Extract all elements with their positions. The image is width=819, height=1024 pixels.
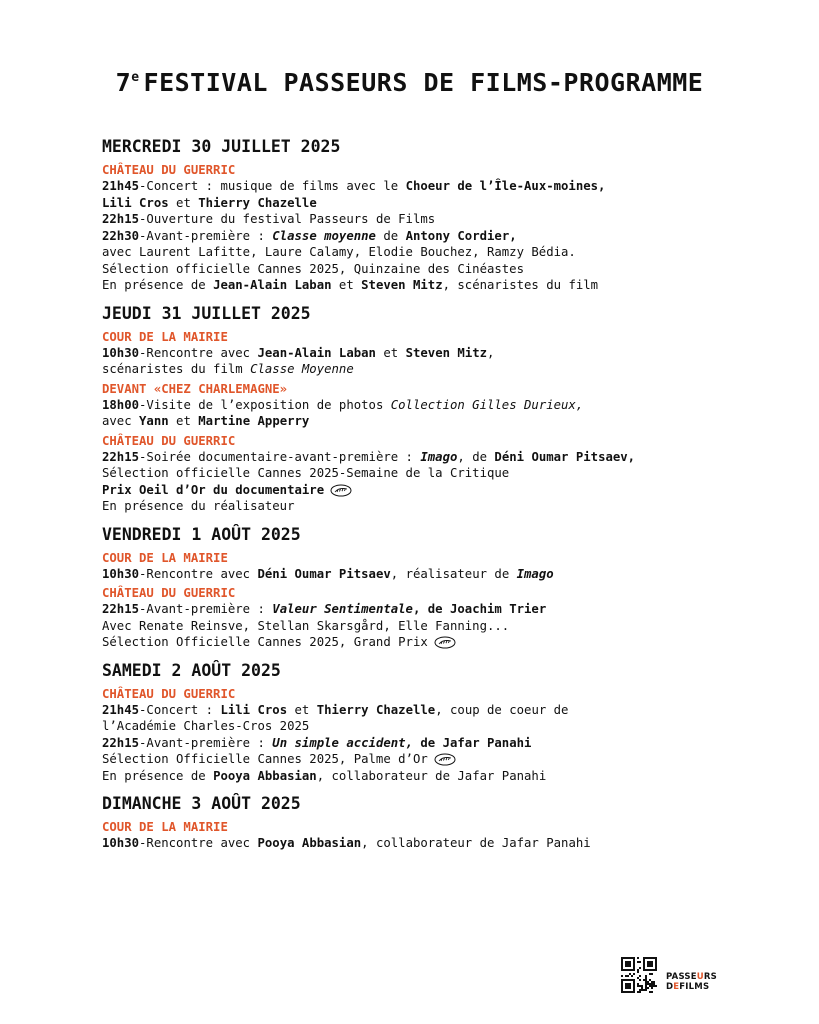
text-segment: Sélection Officielle Cannes 2025, Palme d’Or xyxy=(102,752,428,766)
event-line xyxy=(102,413,802,430)
text-segment: Imago xyxy=(420,449,458,464)
text-segment: Prix Oeil d’Or du documentaire xyxy=(102,482,325,497)
text-segment: Imago xyxy=(516,566,554,581)
venue-label: CHÂTEAU DU GUERRIC xyxy=(102,433,236,448)
event-line xyxy=(102,718,802,735)
day-title: JEUDI 31 JUILLET 2025 xyxy=(102,303,311,323)
text-segment: 21h45 xyxy=(102,179,140,193)
text-segment: -Avant-première : xyxy=(139,735,273,750)
day-title: DIMANCHE 3 AOÛT 2025 xyxy=(102,794,301,813)
venue-label: COUR DE LA MAIRIE xyxy=(102,820,228,834)
text-segment: -Avant-première : xyxy=(139,602,273,616)
text-segment: Déni Oumar Pitsaev, xyxy=(494,449,636,464)
venue-label: CHÂTEAU DU GUERRIC xyxy=(102,163,236,177)
text-segment: Classe Moyenne xyxy=(250,362,354,376)
edition-superscript: e xyxy=(131,70,140,85)
text-segment: 21h45 xyxy=(102,702,140,717)
palme-icon xyxy=(434,636,456,649)
text-segment: Un simple accident, xyxy=(272,735,413,750)
event-line xyxy=(102,277,802,294)
event-line xyxy=(102,768,802,785)
event-line xyxy=(102,702,802,719)
text-segment: , de xyxy=(457,449,495,464)
text-segment: Classe moyenne xyxy=(272,228,376,243)
text-segment: Déni Oumar Pitsaev xyxy=(257,566,391,581)
event-line xyxy=(102,482,802,499)
text-segment: , réalisateur de xyxy=(390,566,517,581)
text-segment: Steven Mitz xyxy=(361,278,443,292)
page-title xyxy=(0,68,819,97)
text-segment: En présence du réalisateur xyxy=(102,499,295,513)
text-segment: Valeur Sentimentale xyxy=(272,602,413,616)
text-segment: 22h15 xyxy=(102,735,140,750)
passeurs-de-films-logo xyxy=(666,972,730,992)
text-segment: Thierry Chazelle xyxy=(198,195,317,210)
text-segment: -Concert : xyxy=(139,702,221,717)
text-segment: -Rencontre avec xyxy=(139,836,258,850)
event-line xyxy=(102,566,802,583)
event-line xyxy=(102,751,802,768)
text-segment: , de Joachim Trier xyxy=(412,602,547,616)
text-segment: Pooya Abbasian xyxy=(257,836,362,850)
text-segment: Jean-Alain Laban xyxy=(213,278,332,292)
qr-code-icon xyxy=(621,957,657,993)
text-segment: -Ouverture du festival Passeurs de Films xyxy=(139,212,436,226)
day-title: VENDREDI 1 AOÛT 2025 xyxy=(102,524,301,544)
text-segment: de Jafar Panahi xyxy=(412,735,532,750)
event-line xyxy=(102,618,802,635)
text-segment: avec xyxy=(102,414,140,428)
program-list xyxy=(102,136,802,861)
day-section xyxy=(102,303,802,515)
text-segment: 10h30 xyxy=(102,566,140,581)
text-segment: Martine Apperry xyxy=(198,414,310,428)
text-segment: , xyxy=(487,345,495,360)
event-line xyxy=(102,261,802,278)
text-segment: Jean-Alain Laban xyxy=(257,345,376,360)
venue-label: COUR DE LA MAIRIE xyxy=(102,550,228,565)
event-line xyxy=(102,498,802,515)
event-line xyxy=(102,361,802,378)
text-segment: 22h15 xyxy=(102,449,140,464)
palme-icon xyxy=(330,484,352,497)
venue-label: DEVANT «CHEZ CHARLEMAGNE» xyxy=(102,381,288,396)
text-segment: -Rencontre avec xyxy=(139,345,258,360)
text-segment: 10h30 xyxy=(102,836,140,850)
event-line xyxy=(102,397,802,414)
text-segment: Antony Cordier, xyxy=(405,228,517,243)
logo-line-2: DEFILMS xyxy=(666,982,710,992)
text-segment: scénaristes du film xyxy=(102,362,251,376)
text-segment: et xyxy=(168,195,199,210)
text-segment: , collaborateur de Jafar Panahi xyxy=(361,836,591,850)
event-line xyxy=(102,449,802,466)
day-section xyxy=(102,793,802,852)
text-segment: En présence de xyxy=(102,278,214,292)
event-line xyxy=(102,835,802,852)
venue-label: CHÂTEAU DU GUERRIC xyxy=(102,686,236,701)
text-segment: Lili Cros xyxy=(220,702,288,717)
text-segment: Pooya Abbasian xyxy=(213,768,317,783)
text-segment: -Rencontre avec xyxy=(139,566,258,581)
text-segment: Yann xyxy=(139,414,169,428)
text-segment: , scénaristes du film xyxy=(442,278,599,292)
text-segment: et xyxy=(375,345,406,360)
event-line xyxy=(102,244,802,261)
text-segment: Avec Renate Reinsve, Stellan Skarsgård, Elle Fanning... xyxy=(102,618,510,633)
text-segment: Sélection officielle Cannes 2025, Quinzaine des Cinéastes xyxy=(102,261,524,276)
day-title: SAMEDI 2 AOÛT 2025 xyxy=(102,660,281,680)
event-line xyxy=(102,178,802,195)
text-segment: avec Laurent Lafitte, Laure Calamy, Elodie Bouchez, Ramzy Bédia. xyxy=(102,245,576,259)
text-segment: Steven Mitz xyxy=(405,345,488,360)
event-line xyxy=(102,601,802,618)
day-section xyxy=(102,136,802,294)
text-segment: Lili Cros xyxy=(102,195,169,210)
event-line xyxy=(102,195,802,212)
text-segment: En présence de xyxy=(102,768,214,783)
text-segment: et xyxy=(287,702,317,717)
text-segment: Choeur de l’Île-Aux-moines, xyxy=(405,179,606,193)
venue-label: CHÂTEAU DU GUERRIC xyxy=(102,586,236,600)
text-segment: Thierry Chazelle xyxy=(316,702,436,717)
text-segment: 22h15 xyxy=(102,212,140,226)
day-section xyxy=(102,660,802,785)
text-segment: et xyxy=(168,414,199,428)
text-segment: -Visite de l’exposition de photos xyxy=(139,397,391,412)
day-title: MERCREDI 30 JUILLET 2025 xyxy=(102,137,341,156)
text-segment: de xyxy=(375,228,406,243)
text-segment: 22h30 xyxy=(102,228,140,243)
text-segment: 18h00 xyxy=(102,397,140,412)
text-segment: -Soirée documentaire-avant-première : xyxy=(139,449,421,464)
text-segment: Collection Gilles Durieux, xyxy=(390,397,584,412)
palme-icon xyxy=(434,753,456,766)
text-segment: -Avant-première : xyxy=(139,228,273,243)
event-line xyxy=(102,228,802,245)
event-line xyxy=(102,735,802,752)
text-segment: 10h30 xyxy=(102,345,140,360)
text-segment: , coup de coeur de xyxy=(435,702,569,717)
text-segment: Sélection Officielle Cannes 2025, Grand Prix xyxy=(102,635,428,649)
venue-label: COUR DE LA MAIRIE xyxy=(102,329,228,344)
event-line xyxy=(102,634,802,651)
text-segment: -Concert : musique de films avec le xyxy=(139,179,406,193)
text-segment: Sélection officielle Cannes 2025-Semaine de la Critique xyxy=(102,466,510,480)
logo-line-1: PASSEURS xyxy=(666,972,717,982)
event-line xyxy=(102,211,802,228)
text-segment: 22h15 xyxy=(102,602,140,616)
day-section xyxy=(102,524,802,651)
text-segment: l’Académie Charles-Cros 2025 xyxy=(102,719,310,733)
event-line xyxy=(102,345,802,362)
edition-number: 7 xyxy=(115,68,132,97)
text-segment: et xyxy=(331,278,362,292)
text-segment: , collaborateur de Jafar Panahi xyxy=(316,768,547,783)
event-line xyxy=(102,465,802,482)
title-text: FESTIVAL PASSEURS DE FILMS-PROGRAMME xyxy=(143,68,704,97)
